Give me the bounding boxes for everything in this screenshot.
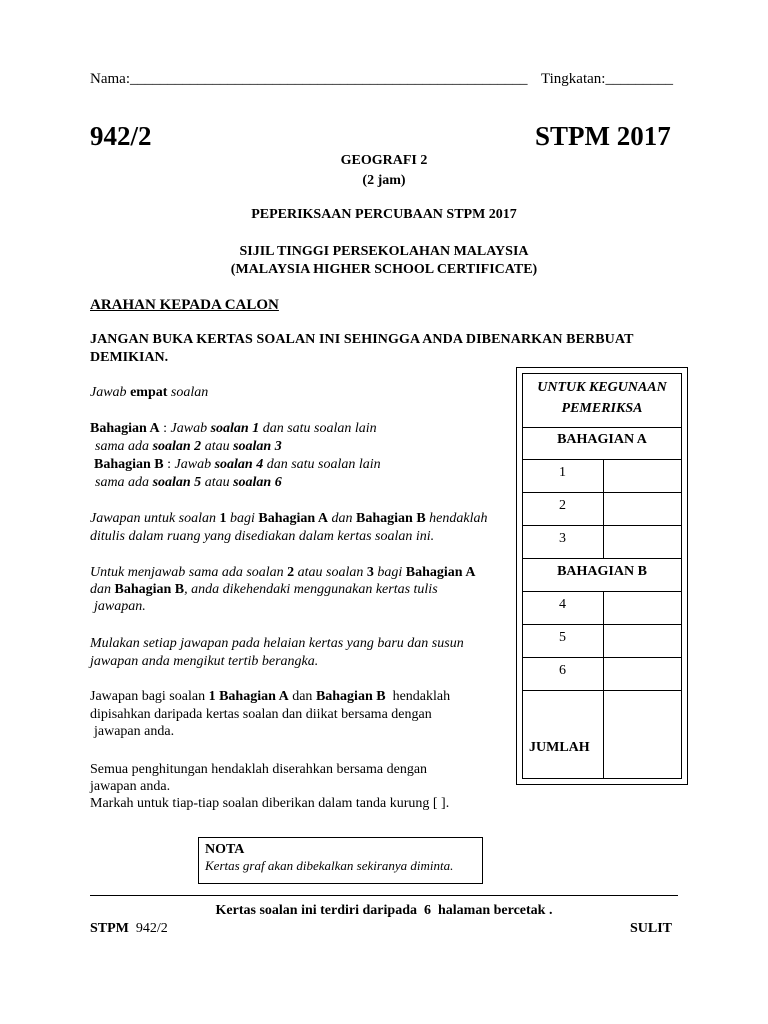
paper-code: 942/2	[90, 121, 152, 151]
warning-line-1: JANGAN BUKA KERTAS SOALAN INI SEHINGGA ANDA DIBENARKAN BERBUAT	[90, 332, 634, 347]
examiner-q4-label: 4	[559, 597, 566, 612]
footer-classification: SULIT	[630, 921, 673, 936]
instruction-para-1-line1: Jawapan untuk soalan 1 bagi Bahagian A dan Bahagian B hendaklah	[90, 511, 488, 526]
instruction-section-b: Bahagian B : Jawab soalan 4 dan satu soalan lain	[94, 457, 381, 472]
certificate-title-en: (MALAYSIA HIGHER SCHOOL CERTIFICATE)	[230, 262, 538, 277]
trial-exam-title: PEPERIKSAAN PERCUBAAN STPM 2017	[251, 207, 517, 222]
examiner-table	[522, 373, 682, 779]
duration: (2 jam)	[362, 173, 406, 188]
certificate-title-my: SIJIL TINGGI PERSEKOLAHAN MALAYSIA	[239, 244, 529, 259]
examiner-q3-label: 3	[559, 531, 566, 546]
instruction-para-2-line1: Untuk menjawab sama ada soalan 2 atau soalan 3 bagi Bahagian A	[90, 565, 476, 580]
warning-line-2: DEMIKIAN.	[90, 350, 169, 365]
instruction-para-3-line1: Mulakan setiap jawapan pada helaian kertas yang baru dan susun	[90, 636, 464, 651]
examiner-q6-label: 6	[559, 663, 566, 678]
instruction-para-2-line2: dan Bahagian B, anda dikehendaki menggunakan kertas tulis	[90, 582, 438, 597]
instruction-answer-count: Jawab empat soalan	[90, 385, 209, 400]
examiner-total-label: JUMLAH	[529, 740, 590, 755]
nota-title: NOTA	[205, 842, 245, 857]
instruction-para-5-line1: Semua penghitungan hendaklah diserahkan bersama dengan	[90, 762, 428, 777]
examiner-q2-label: 2	[559, 498, 566, 513]
instruction-para-4-line2: dipisahkan daripada kertas soalan dan diikat bersama dengan	[90, 707, 432, 722]
subject-title: GEOGRAFI 2	[340, 153, 428, 168]
examiner-q1-label: 1	[559, 465, 566, 480]
nota-box	[198, 837, 483, 884]
instructions-heading: ARAHAN KEPADA CALON	[90, 297, 279, 313]
footer-divider	[90, 895, 678, 896]
instruction-marks-note: Markah untuk tiap-tiap soalan diberikan dalam tanda kurung [ ].	[90, 796, 450, 811]
examiner-q5-label: 5	[559, 630, 566, 645]
nota-text: Kertas graf akan dibekalkan sekiranya diminta.	[205, 858, 454, 873]
examiner-section-a-label: BAHAGIAN A	[557, 432, 647, 447]
examiner-box-title: UNTUK KEGUNAAN PEMERIKSA	[537, 380, 667, 416]
footer-page-count: Kertas soalan ini terdiri daripada 6 halaman bercetak .	[215, 903, 553, 918]
instruction-para-5-line2: jawapan anda.	[90, 779, 171, 794]
instruction-section-a: Bahagian A : Jawab soalan 1 dan satu soalan lain	[90, 421, 377, 436]
instruction-para-4-line3: jawapan anda.	[94, 724, 175, 739]
examiner-section-b-label: BAHAGIAN B	[557, 564, 647, 579]
instruction-section-b-line2: sama ada soalan 5 atau soalan 6	[95, 475, 282, 490]
instruction-para-4-line1: Jawapan bagi soalan 1 Bahagian A dan Bahagian B hendaklah	[90, 689, 451, 704]
name-field-label: Nama:_____________________________________________________	[90, 71, 528, 87]
examiner-use-box	[516, 367, 688, 785]
instruction-para-3-line2: jawapan anda mengikut tertib berangka.	[90, 654, 319, 669]
form-field-label: Tingkatan:_________	[541, 71, 673, 87]
footer-paper-code: STPM 942/2	[90, 921, 168, 936]
instruction-section-a-line2: sama ada soalan 2 atau soalan 3	[95, 439, 282, 454]
exam-year-title: STPM 2017	[535, 121, 671, 151]
instruction-para-1-line2: ditulis dalam ruang yang disediakan dalam kertas soalan ini.	[90, 529, 435, 544]
instruction-para-2-line3: jawapan.	[94, 599, 146, 614]
